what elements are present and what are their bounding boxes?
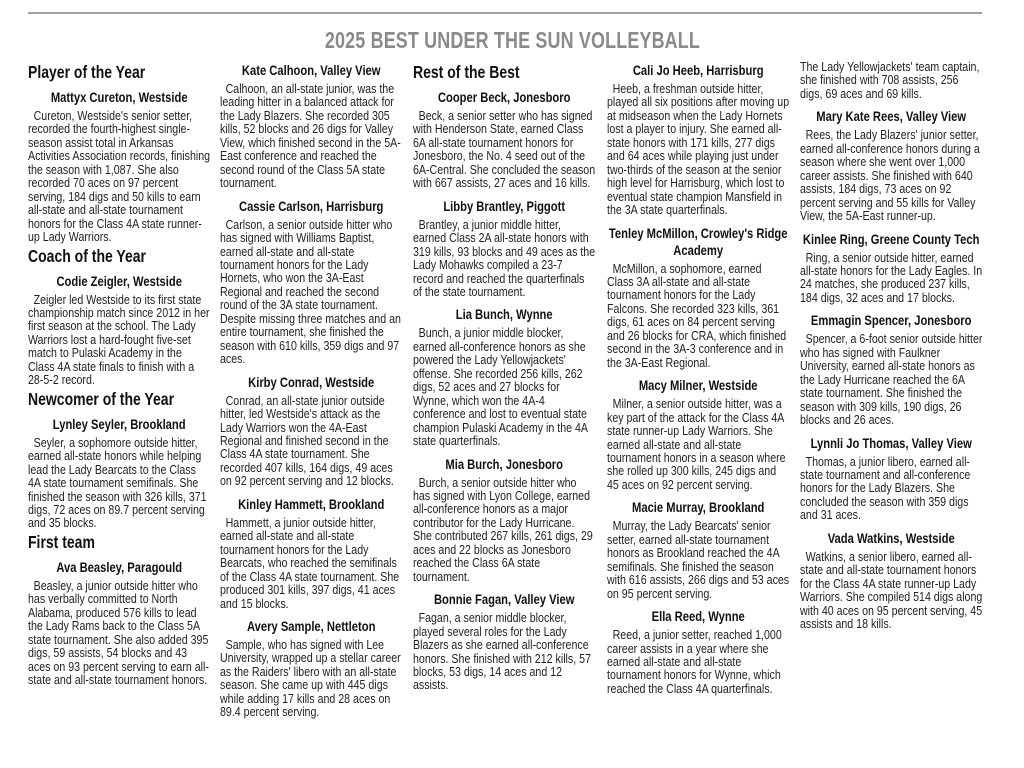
article-paragraph: Milner, a senior outside hitter, was a key part of the attack for the Class 4A state runner-up Lady Warriors. She earned all-state and all-state tournament honors in a season where she rolled up 300 kills, 245 digs and 45 aces on 92 percent serving.: [607, 396, 786, 492]
column-4: [607, 60, 789, 695]
player-name-heading: Kirby Conrad, Westside: [248, 373, 375, 390]
player-name-heading: Tenley McMillon, Crowley's Ridge Academy: [608, 224, 788, 258]
player-name-heading: Ella Reed, Wynne: [651, 608, 745, 625]
article-paragraph: Beasley, a junior outside hitter who has verbally committed to North Alabama, produced 576 kills to lead the Lady Rams back to the Class 5A state tournament. She also added 395 digs, 59 assists, 54 blocks and 43 aces on 93 percent serving to earn all-state and all-state tournament honors.: [28, 577, 209, 688]
article-paragraph: Seyler, a sophomore outside hitter, earned all-state honors while helping lead the Lady Bearcats to the Class 4A state tournament semifinals. She finished the season with 326 kills, 371 digs, 72 aces on 89.7 percent serving and 35 blocks.: [28, 434, 207, 531]
article-paragraph: Beck, a senior setter who has signed with Henderson State, earned Class 6A all-state tournament honors for Jonesboro, the No. 4 seed out of the 6A-Central. She concluded the season with 667 assists, 27 aces and 16 kills.: [413, 108, 596, 191]
player-name-heading: Cassie Carlson, Harrisburg: [238, 197, 384, 214]
player-name-heading: Mary Kate Rees, Valley View: [816, 108, 967, 125]
player-name-heading: Cali Jo Heeb, Harrisburg: [632, 62, 764, 78]
player-name-heading: Kinlee Ring, Greene County Tech: [802, 230, 980, 247]
article-paragraph: Sample, who has signed with Lee University, wrapped up a stellar career as the Raiders' libero with an all-state season. She came up with 445 digs while adding 17 kills and 28 aces on 89.4 percent serving.: [220, 636, 401, 720]
player-name-heading: Kate Calhoon, Valley View: [241, 62, 381, 78]
section-heading: Player of the Year: [28, 62, 146, 82]
article-paragraph: Watkins, a senior libero, earned all-state and all-state tournament honors for the Class 4A state runner-up Lady Warriors. She compiled 514 digs along with 40 aces on 95 percent serving, 45 assists and 18 kills.: [800, 548, 983, 632]
player-name-heading: Cooper Beck, Jonesboro: [437, 89, 571, 105]
article-paragraph: Carlson, a senior outside hitter who has signed with Williams Baptist, earned all-state and all-state tournament honors for the Lady Hornets, who won the 3A-East Regional and reached the second round of the 3A state tournament. Despite missing three matches and an entire tournament, she finished the season with 610 kills, 359 digs and 97 aces.: [220, 216, 401, 367]
article-paragraph: Conrad, an all-state junior outside hitter, led Westside's attack as the Lady Warriors won the 4A-East Regional and finished second in the Class 4A state tournament. She recorded 407 kills, 164 digs, 49 aces on 92 percent serving and 12 blocks.: [220, 392, 394, 489]
article-paragraph: Hammett, a junior outside hitter, earned all-state and all-state tournament honors for the Lady Bearcats, who reached the semifinals of the Class 4A state tournament. She produced 301 kills, 397 digs, 41 aces and 15 blocks.: [220, 514, 400, 611]
article-paragraph: Spencer, a 6-foot senior outside hitter who has signed with Faulkner University, earned all-state honors as the Lady Hurricane reached the 6A state tournament. She finished the season with 309 kills, 190 digs, 26 blocks and 26 aces.: [800, 331, 983, 428]
article-paragraph: Cureton, Westside's senior setter, recorded the fourth-highest single-season assist total in Arkansas Activities Association records, finishing the season with 1,087. She also recorded 70 aces on 97 percent serving, 184 digs and 50 kills to earn all-state and all-state tournament honors for the Class 4A state runner-up Lady Warriors.: [28, 108, 211, 245]
player-name-heading: Codie Zeigler, Westside: [56, 272, 182, 289]
page-title: 2025 BEST UNDER THE SUN VOLLEYBALL: [324, 27, 700, 53]
article-continuation: The Lady Yellowjackets' team captain, she finished with 708 assists, 256 digs, 69 aces and 69 kills.: [800, 59, 980, 101]
player-name-heading: Macie Murray, Brookland: [632, 499, 765, 516]
player-name-heading: Kinley Hammett, Brookland: [238, 495, 385, 512]
player-name-heading: Avery Sample, Nettleton: [246, 617, 376, 634]
article-paragraph: Fagan, a senior middle blocker, played several roles for the Lady Blazers as she earned all-conference honors. She finished with 212 kills, 57 blocks, 53 digs, 14 aces and 12 assists.: [413, 610, 591, 693]
top-rule: [28, 12, 982, 14]
article-paragraph: Ring, a senior outside hitter, earned all-state honors for the Lady Eagles. In 24 matches, she produced 237 kills, 184 digs, 32 aces and 17 blocks.: [800, 249, 983, 305]
player-name-heading: Ava Beasley, Paragould: [56, 558, 183, 575]
article-paragraph: Burch, a senior outside hitter who has signed with Lyon College, earned all-conference honors as a major contributor for the Lady Hurricane. She contributed 267 kills, 261 digs, 29 aces and 22 blocks as Jonesboro reached the Class 6A state tournament.: [413, 474, 593, 584]
column-5: [800, 60, 982, 631]
player-name-heading: Emmagin Spencer, Jonesboro: [810, 312, 972, 329]
player-name-heading: Bonnie Fagan, Valley View: [433, 591, 575, 608]
page-title-wrap: [0, 27, 1024, 54]
article-paragraph: Rees, the Lady Blazers' junior setter, earned all-conference honors during a season where she went over 1,000 career assists. She finished with 640 assists, 184 digs, 73 aces on 92 percent serving and 55 kills for Valley View, the 5A-East runner-up.: [800, 127, 980, 224]
player-name-heading: Lynnli Jo Thomas, Valley View: [810, 434, 972, 451]
column-1: [28, 60, 210, 687]
article-paragraph: Calhoon, an all-state junior, was the leading hitter in a balanced attack for the Lady Blazers. She recorded 305 kills, 52 blocks and 26 digs for Valley View, which finished second in the 5A-East conference and reached the second round of the Class 5A state tournament.: [220, 81, 401, 191]
player-name-heading: Macy Milner, Westside: [638, 377, 758, 394]
article-paragraph: Zeigler led Westside to its first state championship match since 2012 in her first season at the school. The Lady Warriors lost a hard-fought five-set match to Pulaski Academy in the Class 4A state finals to finish with a 28-5-2 record.: [28, 291, 210, 388]
column-2: [220, 60, 402, 719]
article-paragraph: Heeb, a freshman outside hitter, played all six positions after moving up at midseason when the Lady Hornets lost a player to injury. She earned all-state honors with 171 kills, 277 digs and 64 aces while playing just under two-thirds of the season at the senior high level for Harrisburg, which lost to eventual state champion Mansfield in the 3A state quarterfinals.: [607, 81, 790, 218]
article-paragraph: Murray, the Lady Bearcats' senior setter, earned all-state tournament honors as Brookland reached the 4A semifinals. She finished the season with 616 assists, 266 digs and 53 aces on 95 percent serving.: [607, 518, 790, 601]
player-name-heading: Lynley Seyler, Brookland: [52, 415, 186, 432]
column-3: [413, 60, 595, 692]
article-paragraph: Bunch, a junior middle blocker, earned all-conference honors as she powered the Lady Yellowjackets' offense. She recorded 256 kills, 262 digs, 52 aces and 27 blocks for Wynne, which won the 4A-4 conference and lost to eventual state champion Pulaski Academy in the 4A state quarterfinals.: [413, 325, 588, 449]
article-paragraph: Brantley, a junior middle hitter, earned Class 2A all-state honors with 319 kills, 93 blocks and 49 aces as the Lady Mohawks compiled a 23-7 record and reached the quarterfinals of the state tournament.: [413, 216, 596, 299]
player-name-heading: Libby Brantley, Piggott: [443, 197, 566, 214]
article-paragraph: Reed, a junior setter, reached 1,000 career assists in a year where she earned all-state and all-state tournament honors for Wynne, which reached the Class 4A quarterfinals.: [607, 627, 782, 696]
article-paragraph: McMillon, a sophomore, earned Class 3A all-state and all-state tournament honors for the Lady Falcons. She recorded 323 kills, 361 digs, 61 aces on 84 percent serving and 26 blocks for CRA, which finished second in the 3A-3 conference and in the 3A-East Regional.: [607, 260, 787, 370]
player-name-heading: Lia Bunch, Wynne: [455, 306, 553, 323]
player-name-heading: Mattyx Cureton, Westside: [50, 89, 188, 105]
section-heading: Coach of the Year: [28, 245, 147, 266]
section-heading: Newcomer of the Year: [28, 388, 175, 409]
player-name-heading: Mia Burch, Jonesboro: [445, 455, 564, 472]
article-paragraph: Thomas, a junior libero, earned all-state tournament and all-conference honors for the Lady Blazers. She concluded the season with 359 digs and 31 aces.: [800, 453, 971, 523]
section-heading: Rest of the Best: [413, 62, 520, 82]
section-heading: First team: [28, 531, 95, 552]
player-name-heading: Vada Watkins, Westside: [827, 529, 955, 546]
